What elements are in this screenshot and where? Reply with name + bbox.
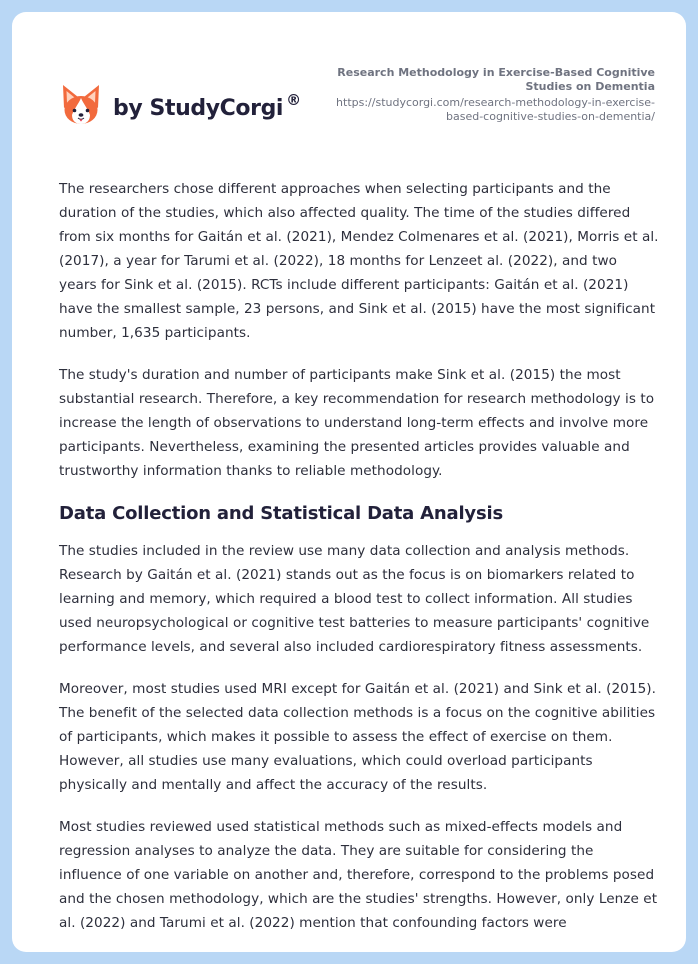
body-paragraph: Moreover, most studies used MRI except for Gaitán et al. (2021) and Sink et al. (2015). The benefit of the selected data collection methods is a focus on the cognitive abilities of participants, which makes it possible to assess the effect of exercise on them. However, all studies use many evaluations, which could overload participants physically and mentally and affect the accuracy of the results. (59, 681, 656, 793)
registered-mark: ® (286, 90, 301, 109)
body-paragraph: The study's duration and number of participants make Sink et al. (2015) the most substantial research. Therefore, a key recommendation for research methodology is to increase the length of observations to understand long-term effects and involve more participants. Nevertheless, examining the presented articles provides valuable and trustworthy information thanks to reliable methodology. (59, 367, 655, 479)
document-body (59, 177, 659, 952)
logo-wordmark (113, 90, 301, 121)
document-page (12, 12, 686, 952)
document-url[interactable]: https://studycorgi.com/research-methodology-in-exercise-based-cognitive-studies-on-dementia/ (336, 96, 655, 123)
brand-name: by StudyCorgi (113, 95, 284, 121)
corgi-icon (61, 83, 101, 129)
body-paragraph: The studies included in the review use many data collection and analysis methods. Research by Gaitán et al. (2021) stands out as the focus is on biomarkers related to learning and memory, which required a blood test to collect information. All studies used neuropsychological or cognitive test batteries to measure participants' cognitive performance levels, and several also included cardiorespiratory fitness assessments. (59, 543, 650, 655)
section-heading: Data Collection and Statistical Data Analysis (59, 503, 503, 524)
document-header-meta (325, 66, 655, 124)
studycorgi-logo[interactable] (61, 78, 301, 134)
document-title: Research Methodology in Exercise-Based Cognitive Studies on Dementia (337, 66, 655, 93)
body-paragraph: Most studies reviewed used statistical methods such as mixed-effects models and regression analyses to analyze the data. They are suitable for considering the influence of one variable on another and, therefore, correspond to the problems posed and the chosen methodology, which are the studies' strengths. However, only Lenze et al. (2022) and Tarumi et al. (2022) mention that confounding factors were (59, 819, 658, 931)
body-paragraph: The researchers chose different approaches when selecting participants and the duration of the studies, which also affected quality. The time of the studies differed from six months for Gaitán et al. (2021), Mendez Colmenares et al. (2021), Morris et al. (2017), a year for Tarumi et al. (2022), 18 months for Lenzeet al. (2022), and two years for Sink et al. (2015). RCTs include different participants: Gaitán et al. (2021) have the smallest sample, 23 persons, and Sink et al. (2015) have the most significant number, 1,635 participants. (59, 181, 659, 341)
